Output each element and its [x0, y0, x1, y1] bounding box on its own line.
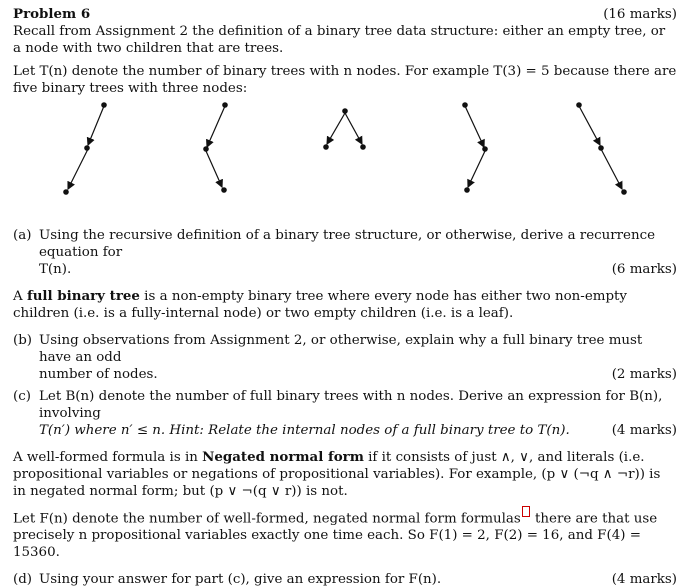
part-b-marks: (2 marks) [611, 367, 677, 382]
tree-5-edge-2 [601, 149, 622, 189]
tree-2-node-3 [221, 187, 227, 193]
part-b-text-line1: Using observations from Assignment 2, or otherwise, explain why a full binary tree must have an odd [39, 333, 643, 365]
part-a-text-line2: T(n). [39, 262, 72, 277]
part-a-text-line1: Using the recursive definition of a binary tree structure, or otherwise, derive a recurrence equation for [39, 228, 656, 260]
part-d-text: Using your answer for part (c), give an expression for F(n). [39, 572, 442, 588]
part-b [13, 332, 677, 383]
part-b-text-line2: number of nodes. [39, 367, 158, 382]
tree-3-node-left [323, 144, 329, 150]
full-def-rest: is a non-empty binary tree where every node has either two non-empty children (i.e. is a fully-internal node) or two empty children (i.e. is a leaf). [13, 289, 627, 321]
tree-1-edge-2 [68, 149, 88, 189]
part-c-text-line2: T(n′) where n′ ≤ n. Hint: Relate the internal nodes of a full binary tree to T(n). [39, 423, 570, 438]
tree-1-node-2 [84, 145, 90, 151]
part-c-label: (c) [13, 389, 31, 404]
tree-3-edge-right [345, 113, 362, 144]
tree-4-node-3 [464, 187, 470, 193]
part-a-marks: (6 marks) [611, 262, 677, 277]
f-def-text1: Let F(n) denote the number of well-formed, negated normal form formulas [13, 511, 521, 527]
tree-5-node-2 [598, 145, 604, 151]
full-def-lead: A [13, 289, 27, 304]
nnf-def-lead: A well-formed formula is in [13, 450, 203, 465]
problem-page [13, 6, 677, 588]
nnf-def-rest2: but (p ∨ ¬(q ∨ r)) is not. [182, 484, 348, 499]
part-a [13, 227, 677, 278]
tree-3 [323, 108, 366, 150]
tree-4-edge-1 [465, 106, 484, 147]
f-definition [13, 506, 677, 561]
problem-header [13, 6, 677, 23]
part-c-text-line1: Let B(n) denote the number of full binary trees with n nodes. Derive an expression for B(n), involving [39, 389, 663, 421]
intro-paragraph-1: Recall from Assignment 2 the definition of a binary tree data structure: either an empty tree, or a node with two children that are trees. [13, 24, 666, 56]
nnf-def-term: Negated normal form [202, 449, 364, 465]
part-d [13, 571, 677, 588]
tree-3-node-root [342, 108, 348, 114]
tree-5-node-1 [576, 102, 582, 108]
nnf-definition [13, 449, 677, 500]
footnote-marker-icon [522, 506, 530, 517]
tree-2-edge-2 [206, 151, 222, 187]
problem-marks: (16 marks) [603, 7, 677, 22]
intro-paragraph-2: Let T(n) denote the number of binary trees with n nodes. For example T(3) = 5 because there are five binary trees with three nodes: [13, 64, 677, 96]
tree-2-node-1 [222, 102, 228, 108]
tree-4-node-1 [462, 102, 468, 108]
tree-4 [462, 102, 488, 193]
tree-1 [63, 102, 107, 195]
part-c [13, 388, 677, 439]
part-b-label: (b) [13, 333, 33, 348]
trees-svg [13, 97, 677, 227]
tree-1-edge-1 [88, 106, 104, 145]
tree-4-edge-2 [468, 151, 485, 187]
part-c-marks: (4 marks) [611, 423, 677, 438]
tree-2-edge-1 [207, 106, 225, 147]
part-d-marks: (4 marks) [611, 572, 677, 588]
tree-5 [576, 102, 627, 195]
problem-title: Problem 6 [13, 6, 91, 22]
tree-2 [203, 102, 228, 193]
tree-5-node-3 [621, 189, 627, 195]
tree-1-node-1 [101, 102, 107, 108]
full-def-term: full binary tree [26, 288, 140, 304]
f-def-text2: there are that use precisely n propositional variables exactly one time each. So F(1) = 2, F(2) = 16, and F(4) = 15360. [13, 511, 658, 561]
binary-trees-figure [13, 97, 677, 227]
tree-2-node-2 [203, 146, 209, 152]
nnf-def-rest1: if it consists of just ∧, ∨, and literals (i.e. propositional variables or negations of propositional variables). For example, (p ∨ (¬q ∧ ¬r)) is in negated normal form; [13, 450, 661, 499]
tree-5-edge-1 [579, 106, 600, 145]
tree-3-node-right [360, 144, 366, 150]
part-a-label: (a) [13, 228, 32, 243]
full-binary-tree-definition [13, 288, 677, 322]
tree-1-node-3 [63, 189, 69, 195]
part-d-label: (d) [13, 572, 33, 588]
tree-3-edge-left [327, 113, 345, 144]
tree-4-node-2 [482, 146, 488, 152]
